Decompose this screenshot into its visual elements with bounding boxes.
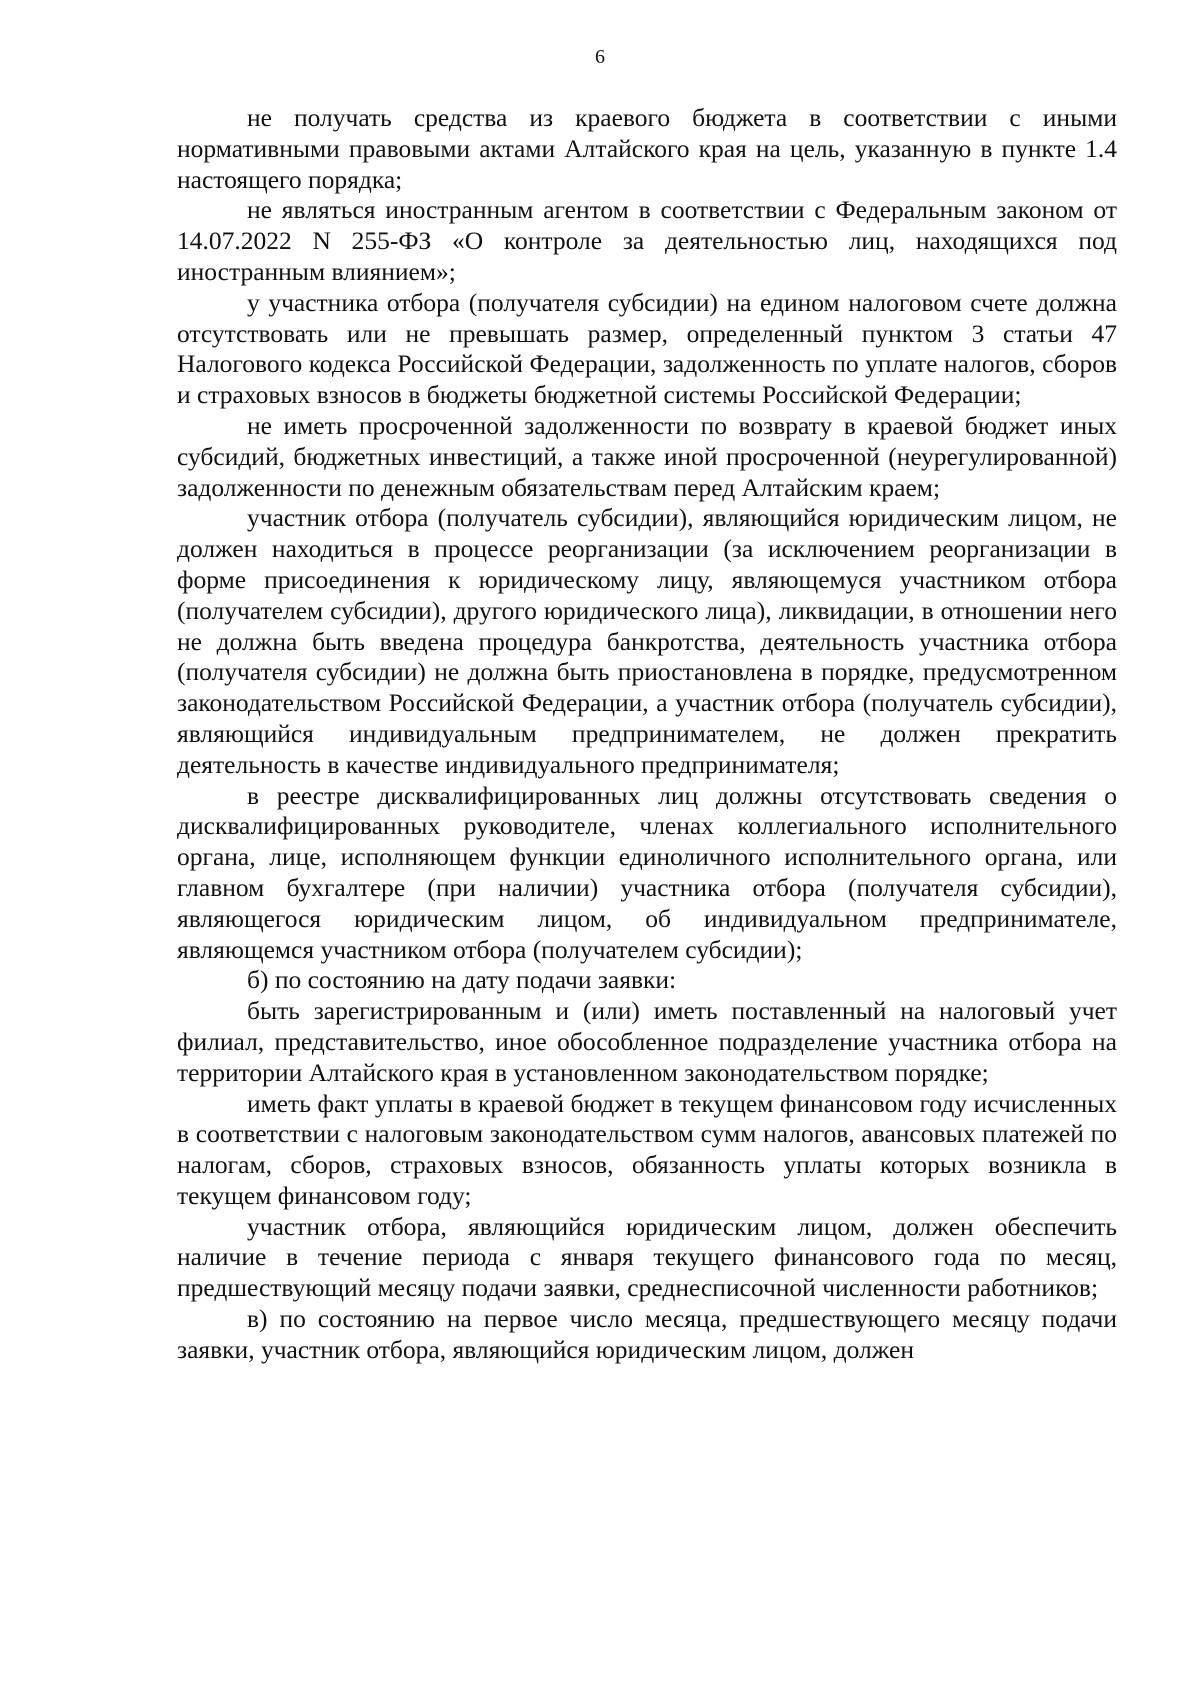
paragraph: участник отбора, являющийся юридическим лицом, должен обеспечить наличие в течение периода с января текущего финансового года по месяц, предшествующий месяцу подачи заявки, среднесписочной численности работников;: [177, 1211, 1117, 1303]
paragraph: иметь факт уплаты в краевой бюджет в текущем финансовом году исчисленных в соответствии с налоговым законодательством сумм налогов, авансовых платежей по налогам, сборов, страховых взносов, обязанность уплаты которых возникла в текущем финансовом году;: [177, 1088, 1117, 1210]
document-body: [177, 103, 1117, 1366]
paragraph: не являться иностранным агентом в соответствии с Федеральным законом от 14.07.2022 N 255-ФЗ «О контроле за деятельностью лиц, находящихся под иностранным влиянием»;: [177, 195, 1117, 286]
paragraph: быть зарегистрированным и (или) иметь поставленный на налоговый учет филиал, представительство, иное обособленное подразделение участника отбора на территории Алтайского края в установленном законодательством порядке;: [177, 996, 1117, 1087]
paragraph: б) по состоянию на дату подачи заявки:: [247, 965, 677, 995]
paragraph: у участника отбора (получателя субсидии) на едином налоговом счете должна отсутствовать или не превышать размер, определенный пунктом 3 статьи 47 Налогового кодекса Российской Федерации, задолженность по уплате налогов, сборов и страховых взносов в бюджеты бюджетной системы Российской Федерации;: [177, 287, 1117, 410]
paragraph: в) по состоянию на первое число месяца, предшествующего месяцу подачи заявки, участник отбора, являющийся юридическим лицом, должен: [177, 1304, 1117, 1364]
page-number: 6: [595, 46, 605, 68]
paragraph: участник отбора (получатель субсидии), являющийся юридическим лицом, не должен находиться в процессе реорганизации (за исключением реорганизации в форме присоединения к юридическому лицу, являющемуся участником отбора (получателем субсидии), другого юридического лица), ликвидации, в отношении него не должна быть введена процедура банкротства, деятельность участника отбора (получателя субсидии) не должна быть приостановлена в порядке, предусмотренном законодательством Российской Федерации, а участник отбора (получатель субсидии), являющийся индивидуальным предпринимателем, не должен прекратить деятельность в качестве индивидуального предпринимателя;: [177, 503, 1117, 779]
paragraph: в реестре дисквалифицированных лиц должны отсутствовать сведения о дисквалифицированных руководителе, членах коллегиального исполнительного органа, лице, исполняющем функции единоличного исполнительного органа, или главном бухгалтере (при наличии) участника отбора (получателя субсидии), являющегося юридическим лицом, об индивидуальном предпринимателе, являющемся участником отбора (получателем субсидии);: [177, 780, 1117, 964]
paragraph: не иметь просроченной задолженности по возврату в краевой бюджет иных субсидий, бюджетных инвестиций, а также иной просроченной (неурегулированной) задолженности по денежным обязательствам перед Алтайским краем;: [177, 410, 1117, 502]
paragraph: не получать средства из краевого бюджета в соответствии с иными нормативными правовыми актами Алтайского края на цель, указанную в пункте 1.4 настоящего порядка;: [177, 103, 1117, 194]
